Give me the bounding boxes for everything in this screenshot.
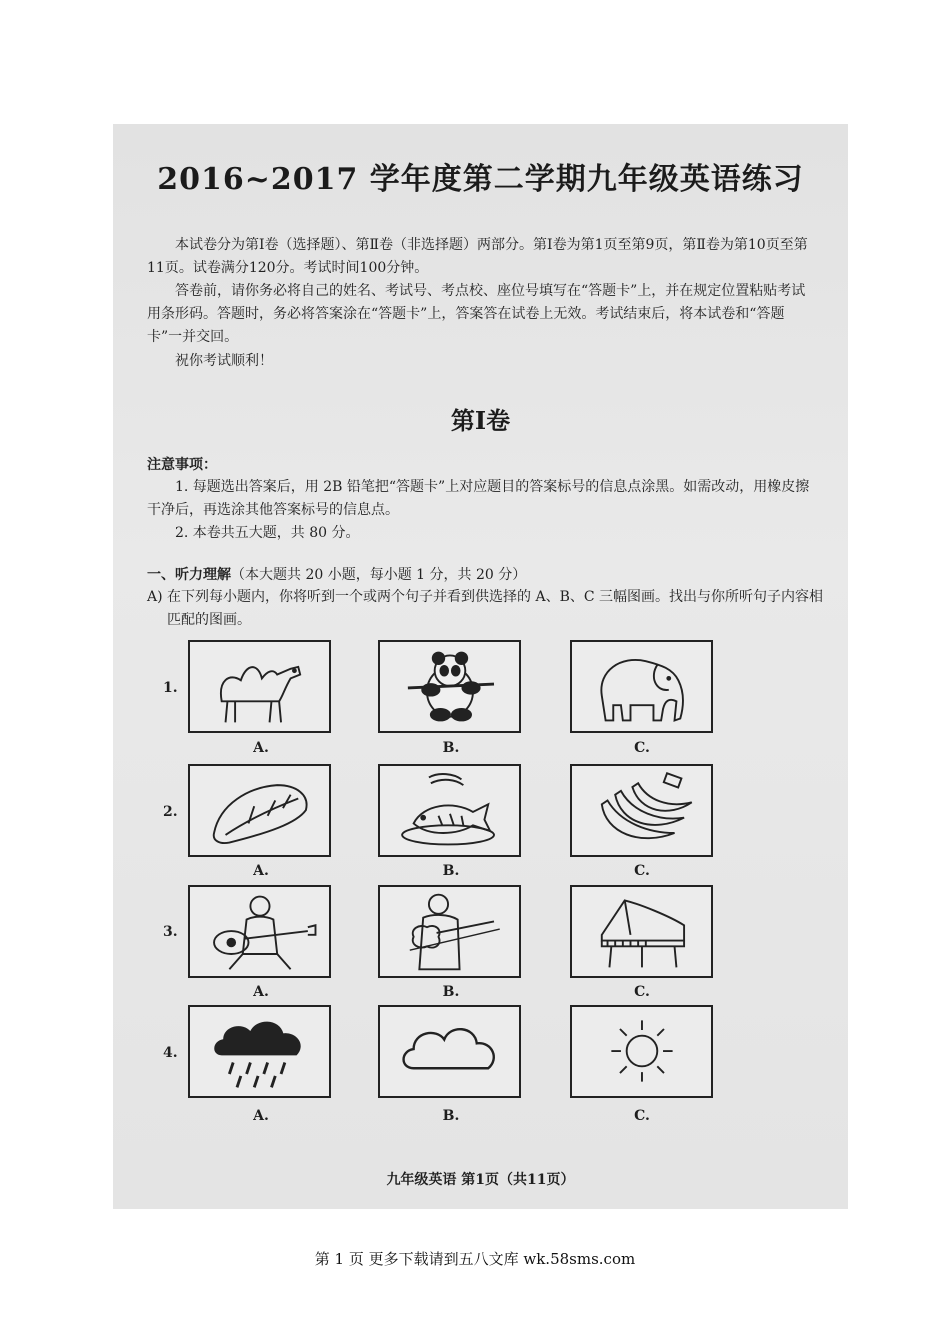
part-note: （本大题共 20 小题，每小题 1 分，共 20 分） xyxy=(231,567,527,583)
question-number: 3. xyxy=(163,924,178,940)
option-letter: A. xyxy=(253,740,269,756)
option-letter: B. xyxy=(442,863,460,879)
option-image[interactable] xyxy=(570,1005,713,1098)
fish-dish-icon xyxy=(380,766,519,855)
option-letter: B. xyxy=(442,984,460,1000)
sun-icon xyxy=(572,1007,711,1096)
rain-cloud-icon xyxy=(190,1007,329,1096)
intro-paragraph-1: 本试卷分为第Ⅰ卷（选择题）、第Ⅱ卷（非选择题）两部分。第Ⅰ卷为第1页至第9页，第Ⅱ卷为第10页至第11页。试卷满分120分。考试时间100分钟。 xyxy=(147,237,808,276)
notice-heading: 注意事项： xyxy=(147,457,217,473)
option-image[interactable] xyxy=(188,885,331,978)
option-letter: A. xyxy=(253,863,269,879)
notice-item-1: 1. 每题选出答案后，用 2B 铅笔把“答题卡”上对应题目的答案标号的信息点涂黑。如需改动，用橡皮擦干净后，再选涂其他答案标号的信息点。 xyxy=(147,479,810,518)
piano-icon xyxy=(572,887,711,976)
option-image[interactable] xyxy=(378,764,521,857)
question-number: 2. xyxy=(163,804,178,820)
option-image[interactable] xyxy=(188,640,331,733)
elephant-icon xyxy=(572,642,711,731)
violin-player-icon xyxy=(380,887,519,976)
guitar-player-icon xyxy=(190,887,329,976)
option-letter: C. xyxy=(634,1108,650,1124)
option-image[interactable] xyxy=(188,764,331,857)
option-letter: C. xyxy=(634,984,650,1000)
option-image[interactable] xyxy=(570,640,713,733)
option-letter: C. xyxy=(634,863,650,879)
option-image[interactable] xyxy=(188,1005,331,1098)
option-image[interactable] xyxy=(570,885,713,978)
option-letter: A. xyxy=(253,1108,269,1124)
option-image[interactable] xyxy=(570,764,713,857)
panda-icon xyxy=(380,642,519,731)
option-image[interactable] xyxy=(378,885,521,978)
intro-paragraph-2: 答卷前，请你务必将自己的姓名、考试号、考点校、座位号填写在“答题卡”上，并在规定位置粘贴考试用条形码。答题时，务必将答案涂在“答题卡”上，答案答在试卷上无效。考试结束后，将本试卷和“答题卡”一并交回。 xyxy=(147,283,806,345)
bananas-icon xyxy=(572,766,711,855)
option-letter: B. xyxy=(442,740,460,756)
option-image[interactable] xyxy=(378,640,521,733)
bottom-footer: 第 1 页 更多下载请到五八文库 wk.58sms.com xyxy=(314,1250,636,1268)
instruction: A) 在下列每小题内，你将听到一个或两个句子并看到供选择的 A、B、C 三幅图画。找出与你所听句子内容相匹配的图画。 xyxy=(147,589,824,628)
option-letter: A. xyxy=(253,984,269,1000)
part-heading: 一、听力理解 xyxy=(147,567,231,583)
cloud-icon xyxy=(380,1007,519,1096)
section-title: 第Ⅰ卷 xyxy=(450,406,511,435)
intro-paragraph-3: 祝你考试顺利！ xyxy=(175,353,273,369)
camel-icon xyxy=(190,642,329,731)
question-number: 1. xyxy=(163,680,178,696)
cabbage-icon xyxy=(190,766,329,855)
exam-title: 2016~2017 学年度第二学期九年级英语练习 xyxy=(157,162,804,197)
scanned-exam-page xyxy=(113,124,848,1209)
notice-item-2: 2. 本卷共五大题，共 80 分。 xyxy=(175,525,360,541)
page-footer-inner: 九年级英语 第1页（共11页） xyxy=(386,1172,575,1188)
part-heading-line xyxy=(147,564,815,587)
question-number: 4. xyxy=(163,1045,178,1061)
option-letter: C. xyxy=(634,740,650,756)
option-letter: B. xyxy=(442,1108,460,1124)
option-image[interactable] xyxy=(378,1005,521,1098)
